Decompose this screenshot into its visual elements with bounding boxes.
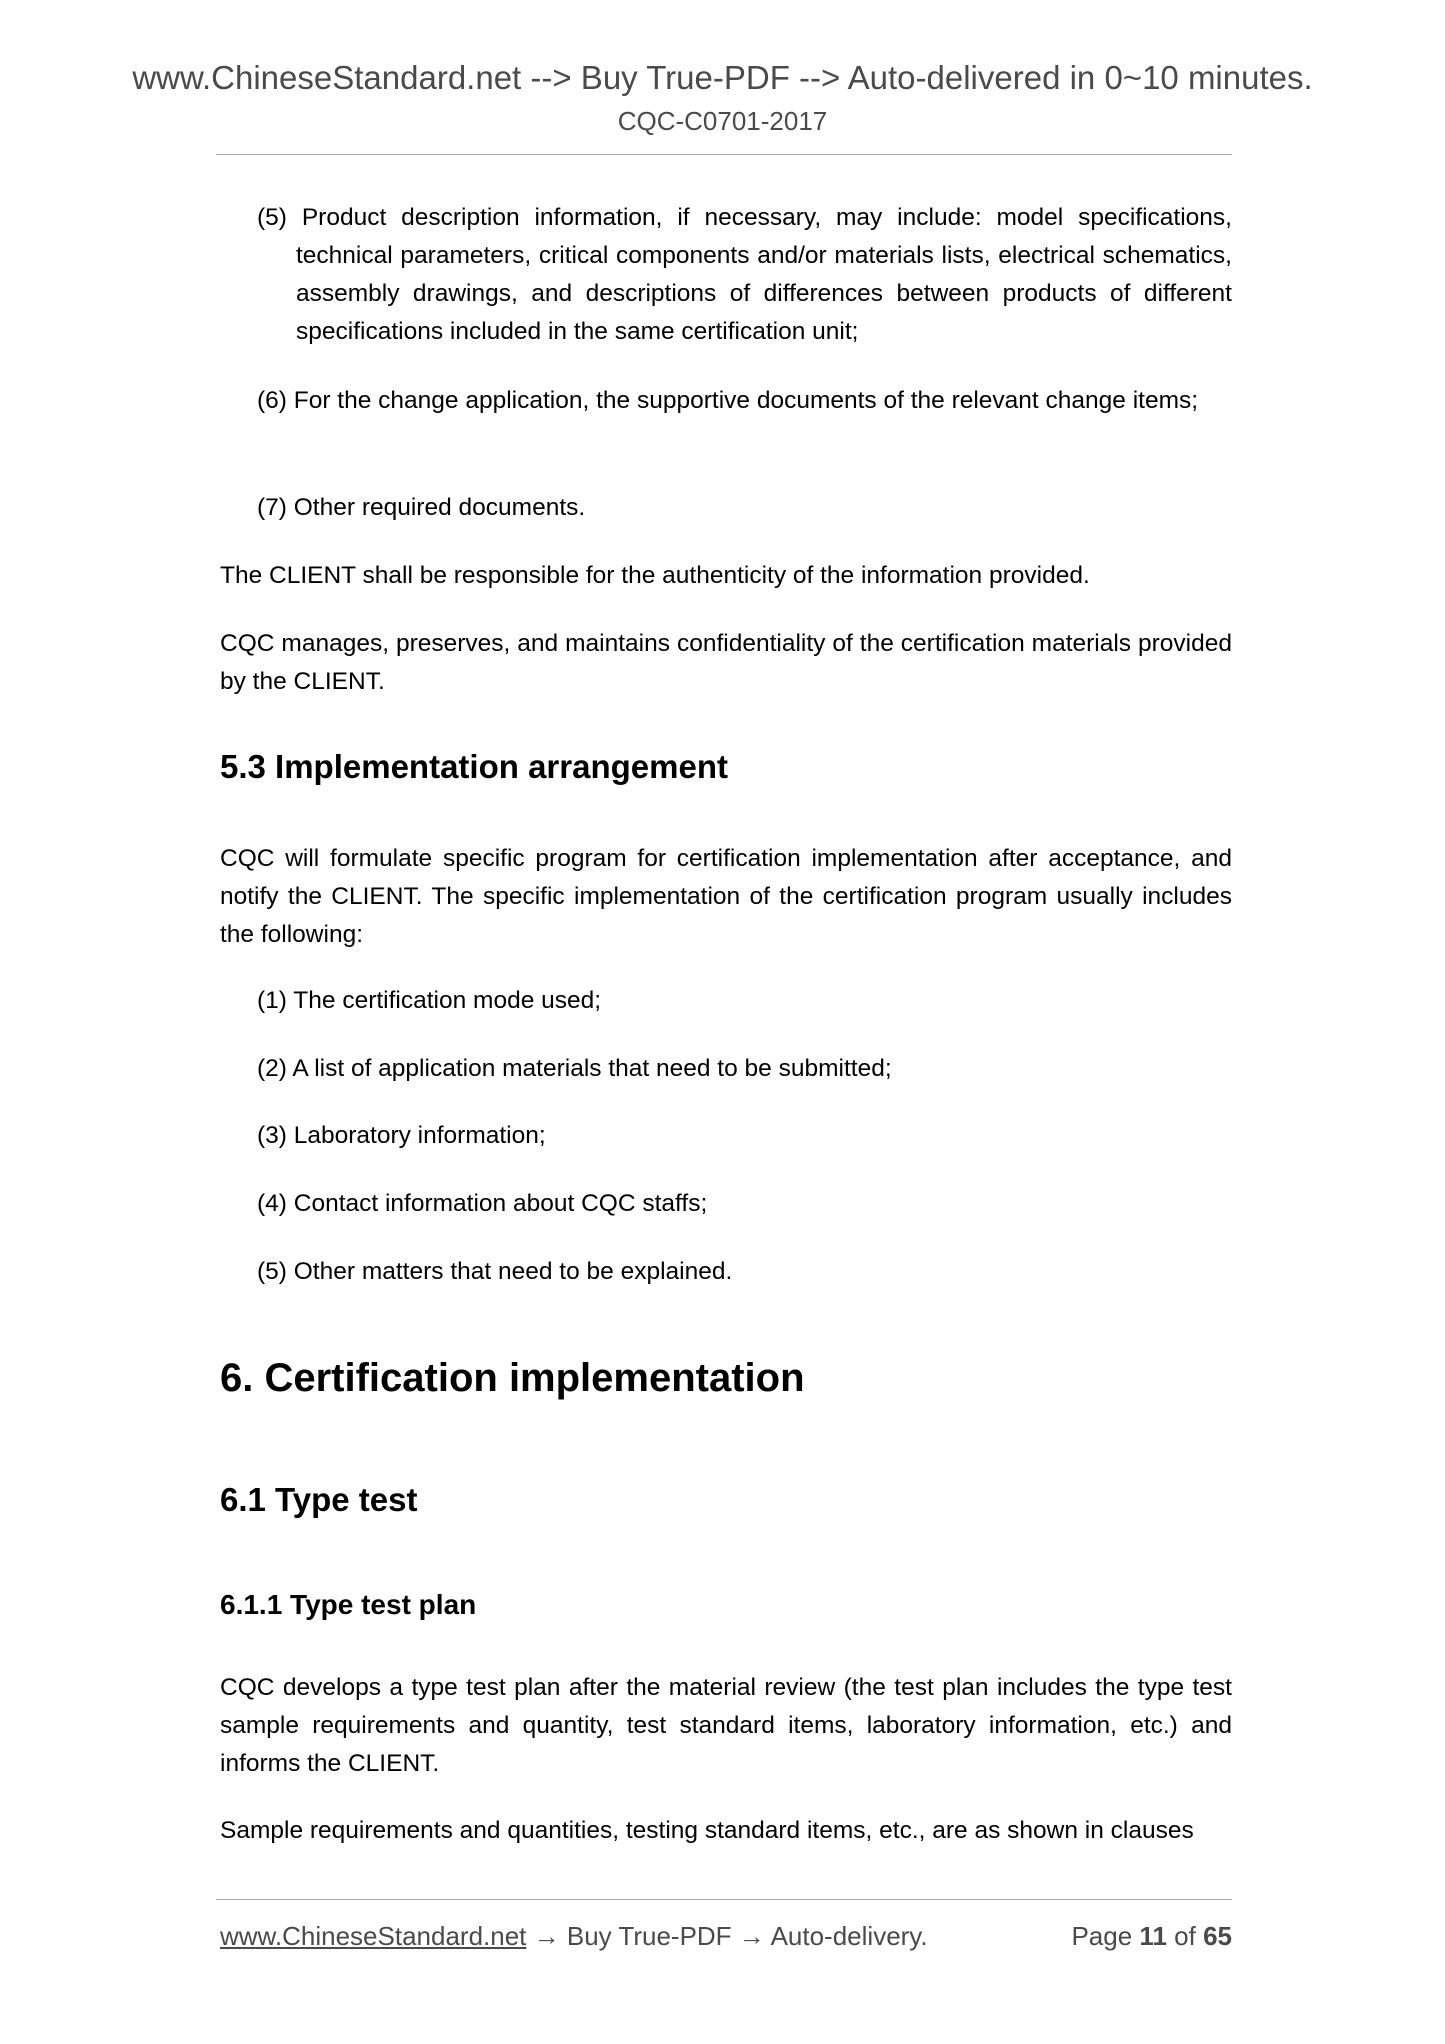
paragraph-cqc-confidentiality: CQC manages, preserves, and maintains confidentiality of the certification materials provided by the CLIENT.	[220, 630, 1232, 695]
footer-left	[220, 1920, 928, 1952]
footer-divider	[216, 1899, 1232, 1900]
page-label: Page	[1071, 1921, 1133, 1951]
footer-site-link[interactable]: www.ChineseStandard.net	[220, 1921, 527, 1951]
list-item: (2) A list of application materials that need to be submitted;	[257, 1055, 892, 1082]
list-item: (1) The certification mode used;	[257, 987, 602, 1014]
heading-6-1: 6.1 Type test	[220, 1481, 418, 1518]
heading-6: 6. Certification implementation	[220, 1356, 805, 1400]
document-id: CQC-C0701-2017	[617, 106, 828, 136]
list-item-product-description: (5) Product description information, if necessary, may include: model specifications, technical parameters, critical components and/or materials lists, electrical schematics, assembly drawings, and descriptions of differences between products of different specifications included in the same certification unit;	[257, 204, 1232, 345]
page-number: 11	[1139, 1921, 1167, 1951]
of-label: of	[1174, 1921, 1196, 1951]
page-indicator	[1071, 1920, 1232, 1952]
list-item: (5) Other matters that need to be explained.	[257, 1258, 733, 1285]
header-banner: www.ChineseStandard.net --> Buy True-PDF --> Auto-delivered in 0~10 minutes.	[132, 59, 1313, 96]
heading-5-3: 5.3 Implementation arrangement	[220, 748, 728, 785]
list-item: (4) Contact information about CQC staffs;	[257, 1190, 708, 1217]
paragraph-6-1-1: CQC develops a type test plan after the material review (the test plan includes the type test sample requirements and quantity, test standard items, laboratory information, etc.) and informs the CLIENT.	[220, 1674, 1232, 1777]
list-item-other-documents: (7) Other required documents.	[257, 494, 586, 521]
paragraph-sample-requirements: Sample requirements and quantities, testing standard items, etc., are as shown in clauses	[220, 1817, 1194, 1844]
footer-suffix: → Buy True-PDF → Auto-delivery.	[526, 1921, 928, 1951]
list-item: (3) Laboratory information;	[257, 1122, 546, 1149]
header-divider	[216, 154, 1232, 155]
list-item-change-application: (6) For the change application, the supportive documents of the relevant change items;	[257, 387, 1199, 414]
heading-6-1-1: 6.1.1 Type test plan	[220, 1589, 477, 1620]
paragraph-client-responsibility: The CLIENT shall be responsible for the authenticity of the information provided.	[220, 562, 1090, 589]
page-total: 65	[1203, 1921, 1232, 1951]
paragraph-5-3: CQC will formulate specific program for certification implementation after acceptance, and notify the CLIENT. The specific implementation of the certification program usually includes the following:	[220, 845, 1232, 948]
